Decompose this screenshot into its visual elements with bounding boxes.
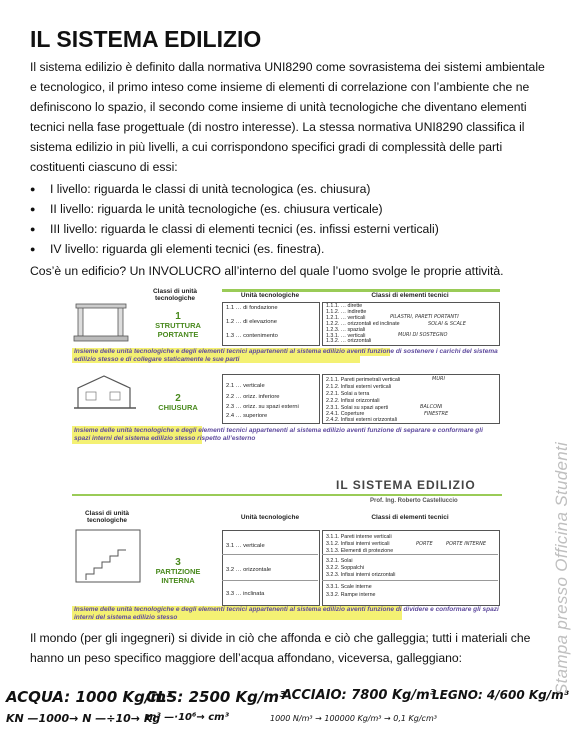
handwritten-annotation: PORTE INTERNE: [446, 541, 487, 547]
figure-caption: Insieme delle unità tecnologiche e degli elementi tecnici appartenenti al sistema edilizio aventi funzione di dividere e conformare gli spazi interni del sistema edilizio stesso: [74, 606, 499, 621]
class-name: PARTIZIONE INTERNA: [155, 567, 201, 585]
column-header: Classi di elementi tecnici: [371, 292, 449, 299]
figure-caption: Insieme delle unità tecnologiche e degli elementi tecnici appartenenti al sistema edilizio aventi funzione di sostenere i carichi del sistema edilizio stesso e di collegare staticamente le sue parti: [74, 348, 498, 363]
page-title: IL SISTEMA EDILIZIO: [30, 26, 262, 52]
note-acciaio: ACCIAIO: 7800 Kg/m³: [282, 688, 436, 703]
element-item: 1.2.1. … verticali: [326, 315, 366, 321]
element-item: 1.2.2. … orizzontali ed inclinate: [326, 321, 400, 327]
handwritten-annotation: BALCONI: [420, 404, 443, 410]
figure-panel-partition: [72, 470, 502, 620]
note-conversion-kn: KN —1000→ N —÷10→ Kg: [6, 712, 161, 725]
element-item: 3.3.1. Scale interne: [326, 584, 372, 590]
element-item: 3.3.2. Rampe interne: [326, 592, 376, 598]
element-item: 2.2.1. Solai a terra: [326, 391, 370, 397]
element-item: 3.1.3. Elementi di protezione: [326, 548, 394, 554]
handwritten-annotation: FINESTRE: [424, 411, 449, 417]
column-header: Unità tecnologiche: [240, 292, 300, 299]
class-name: STRUTTURA PORTANTE: [155, 321, 201, 339]
element-item: 2.1.2. Infissi esterni verticali: [326, 384, 392, 390]
class-number: 2: [175, 393, 181, 404]
element-item: 3.1.2. Infissi interni verticali: [326, 541, 390, 547]
handwritten-annotation: MURI: [432, 376, 445, 382]
unit-item: 2.2 … orizz. inferiore: [226, 394, 280, 400]
class-name: CHIUSURA: [158, 403, 198, 412]
element-item: 3.2.1. Solai: [326, 558, 353, 564]
unit-item: 2.3 … orizz. su spazi esterni: [226, 404, 299, 410]
world-paragraph: Il mondo (per gli ingegneri) si divide in ciò che affonda e ciò che galleggia; tutti i materiali che hanno un peso specifico maggiore dell’acqua affondano, viceversa, galleggiano:: [30, 631, 531, 665]
element-item: 3.2.3. Infissi interni orizzontali: [326, 572, 396, 578]
list-item: ● I livello: riguarda le classi di unità tecnologica (es. chiusura): [30, 179, 545, 199]
note-acqua: ACQUA: 1000 Kg/m³: [6, 688, 173, 706]
element-item: 1.2.3. … spaziali: [326, 327, 366, 333]
divider: [222, 580, 318, 581]
divider: [322, 580, 498, 581]
column-header: Classi di unità tecnologiche: [84, 510, 130, 524]
levels-list: [30, 179, 545, 259]
element-item: 2.1.1. Pareti perimetrali verticali: [326, 377, 401, 383]
element-item: 1.1.2. … indirette: [326, 309, 367, 315]
handwritten-annotation: PORTE: [416, 541, 433, 547]
element-item: 3.2.2. Soppalchi: [326, 565, 364, 571]
figure-panel-closure: [72, 374, 502, 446]
element-item: 3.1.1. Pareti interne verticali: [326, 534, 392, 540]
intro-paragraph: Il sistema edilizio è definito dalla normativa UNI8290 come sovrasistema dei sistemi ambientale e tecnologico, il primo inteso come insieme di elementi di correlazione con l’ambiente che ne definiscono lo spazio, il secondo come insieme di unità tecnologiche che diventano elementi tecnici nella fase progettuale (di nostro interesse). La stessa normativa UNI8290 classifica il sistema edilizio in più livelli, a cui corrispondono specifici gradi di complessità delle parti costituenti ciascuno di essi:: [30, 60, 545, 174]
note-legno: LEGNO: 4/600 Kg/m³: [432, 688, 569, 702]
element-item: 2.3.1. Solai su spazi aperti: [326, 405, 389, 411]
element-item: 2.2.2. Infissi orizzontali: [326, 398, 380, 404]
list-item: ● III livello: riguarda le classi di elementi tecnici (es. infissi esterni verticali): [30, 219, 545, 239]
unit-item: 1.2 … di elevazione: [226, 319, 277, 325]
unit-item: 1.1 … di fondazione: [226, 305, 278, 311]
unit-item: 3.2 … orizzontale: [226, 567, 272, 573]
element-item: 1.1.1. … dirette: [326, 303, 363, 309]
element-item: 1.3.2. … orizzontali: [326, 338, 372, 344]
unit-item: 3.1 … verticale: [226, 543, 265, 549]
element-item: 2.4.1. Coperture: [326, 411, 365, 417]
column-header: Unità tecnologiche: [240, 514, 300, 521]
unit-item: 2.4 … superiore: [226, 413, 268, 419]
note-conversion-density: 1000 N/m³ → 100000 Kg/m³ → 0,1 Kg/cm³: [270, 714, 437, 723]
question-paragraph: Cos’è un edificio? Un INVOLUCRO all’interno del quale l’uomo svolge le proprie attività.: [30, 264, 504, 278]
class-number: 1: [175, 311, 181, 322]
watermark: Stampa presso Officina Studenti: [552, 441, 571, 695]
header-bar: [72, 494, 502, 496]
handwritten-annotation: MURI DI SOSTEGNO: [398, 332, 448, 338]
column-header: Classi di elementi tecnici: [371, 514, 449, 521]
list-item: ● II livello: riguarda le unità tecnologiche (es. chiusura verticale): [30, 199, 545, 219]
divider: [222, 554, 318, 555]
handwritten-annotation: SOLAI & SCALE: [428, 321, 466, 327]
note-conversion-m3: m³ —·10⁶→ cm³: [146, 712, 229, 723]
figure-panel-structure: [72, 288, 502, 362]
unit-item: 3.3 … inclinata: [226, 591, 265, 597]
class-number: 3: [175, 557, 181, 568]
note-cls: CLS: 2500 Kg/m³: [146, 688, 286, 706]
column-header: Classi di unità tecnologiche: [152, 288, 198, 302]
unit-item: 1.3 … contenimento: [226, 333, 278, 339]
slide-title: IL SISTEMA EDILIZIO: [336, 478, 476, 492]
figure-caption: Insieme delle unità tecnologiche e degli elementi tecnici appartenenti al sistema edilizio aventi funzione di separare e conformare gli spazi interni del sistema edilizio stesso rispetto all’esterno: [74, 427, 483, 442]
list-item: ● IV livello: riguarda gli elementi tecnici (es. finestra).: [30, 239, 545, 259]
element-item: 2.4.2. Infissi esterni orizzontali: [326, 417, 397, 423]
handwritten-annotation: PILASTRI, PARETI PORTANTI: [390, 314, 459, 320]
slide-author: Prof. Ing. Roberto Castelluccio: [370, 498, 458, 504]
element-item: 1.3.1. … verticali: [326, 333, 366, 339]
unit-item: 2.1 … verticale: [226, 383, 265, 389]
